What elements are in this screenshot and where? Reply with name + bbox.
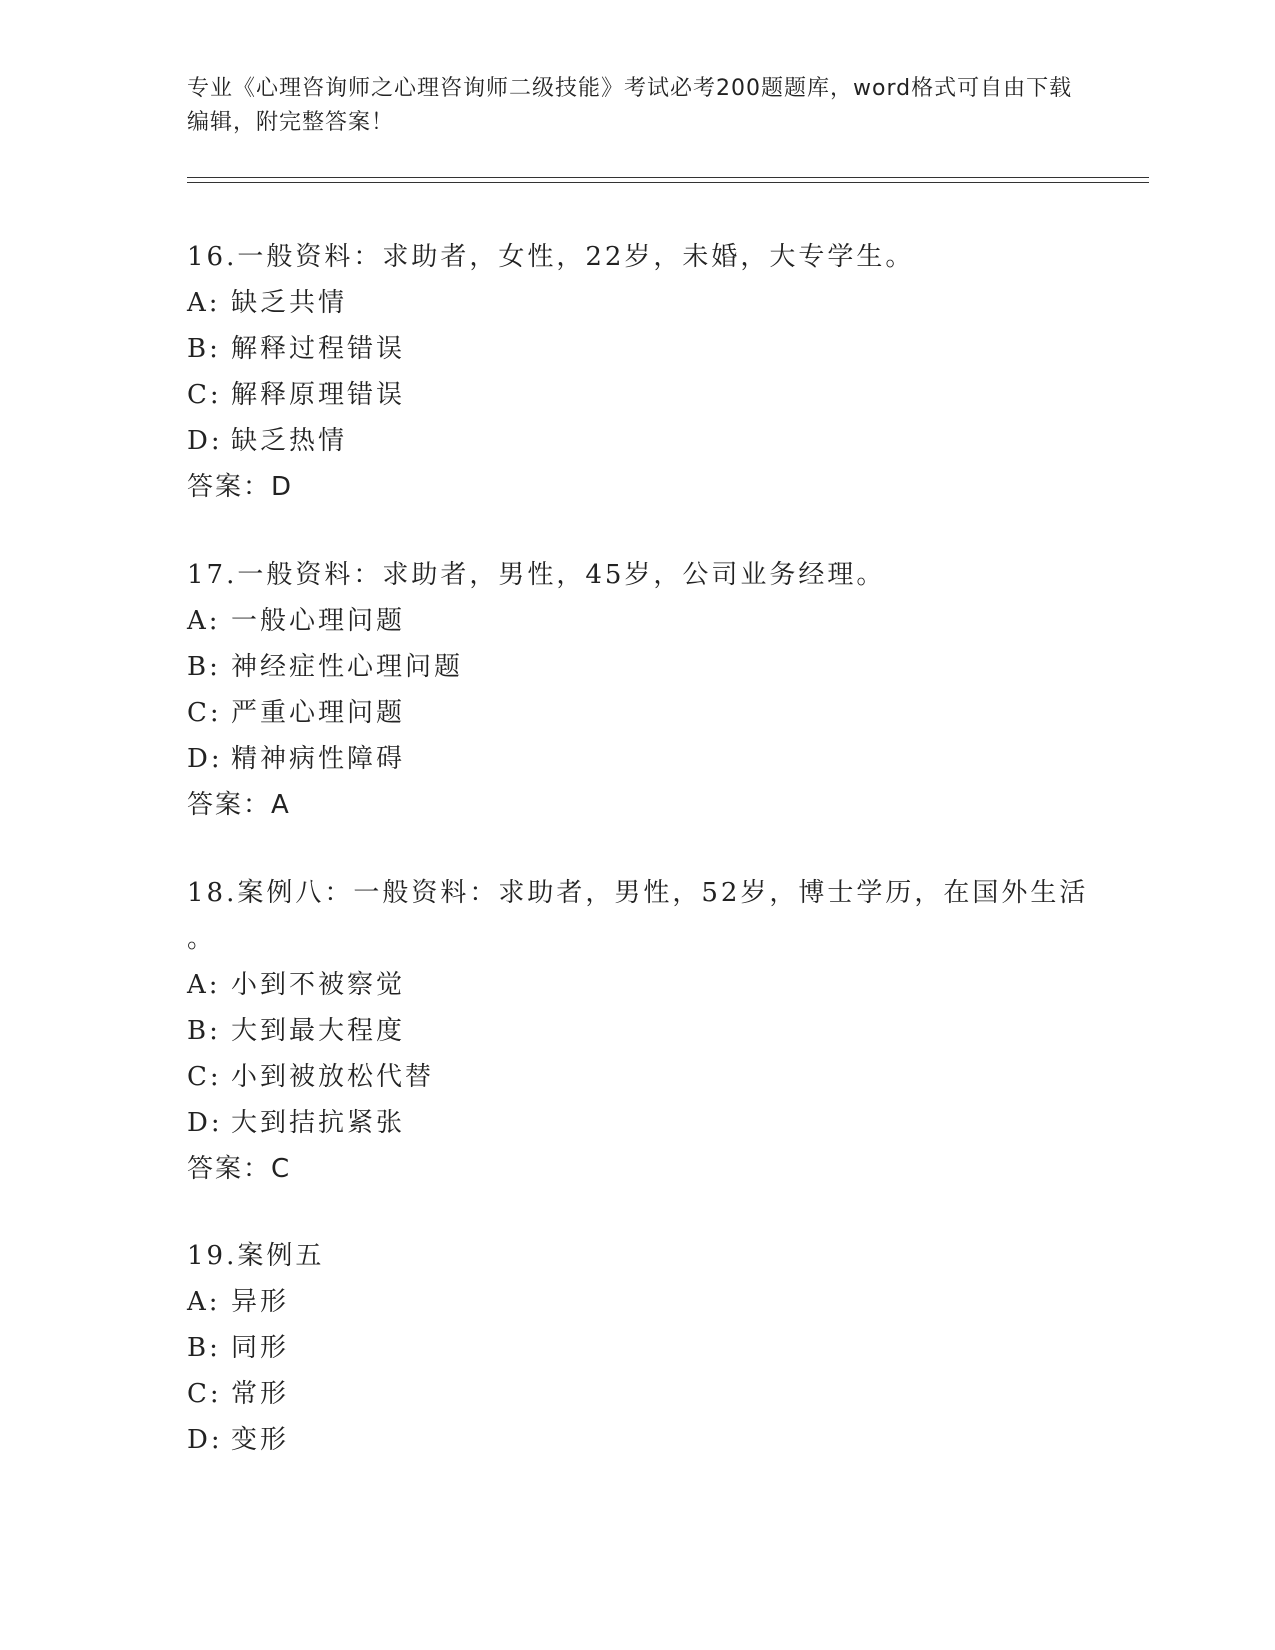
option-letter: D:	[187, 744, 223, 774]
option-text: 小到被放松代替	[231, 1062, 435, 1092]
answer-line: 答案：C	[187, 1154, 292, 1184]
option-text: 解释原理错误	[231, 380, 406, 410]
option-letter: A:	[187, 1287, 221, 1317]
option-text: 解释过程错误	[231, 334, 406, 364]
document-header	[187, 72, 1087, 140]
option-a	[187, 280, 1107, 326]
option-b	[187, 326, 1107, 372]
question-17	[187, 552, 1107, 828]
option-text: 异形	[231, 1287, 290, 1317]
option-text: 精神病性障碍	[231, 744, 406, 774]
option-letter: B:	[187, 652, 221, 682]
option-c	[187, 372, 1107, 418]
option-letter: A:	[187, 606, 221, 636]
question-19	[187, 1233, 1107, 1463]
option-d	[187, 1417, 1107, 1463]
option-letter: D:	[187, 1108, 223, 1138]
header-text: 专业《心理咨询师之心理咨询师二级技能》考试必考200题题库，word格式可自由下载编辑，附完整答案！	[187, 76, 1073, 135]
answer-line: 答案：A	[187, 790, 291, 820]
option-letter: C:	[187, 1062, 222, 1092]
option-letter: D:	[187, 1425, 223, 1455]
question-title: 18.案例八：一般资料：求助者，男性，52岁，博士学历，在国外生活	[187, 878, 1089, 908]
option-d	[187, 736, 1107, 782]
option-letter: C:	[187, 698, 222, 728]
option-c	[187, 1371, 1107, 1417]
option-text: 常形	[231, 1379, 290, 1409]
option-b	[187, 1008, 1107, 1054]
question-title: 19.案例五	[187, 1241, 325, 1271]
option-text: 缺乏热情	[231, 426, 348, 456]
question-title-continuation: 。	[187, 924, 217, 954]
option-b	[187, 1325, 1107, 1371]
option-text: 大到最大程度	[231, 1016, 406, 1046]
option-d	[187, 1100, 1107, 1146]
option-text: 变形	[231, 1425, 290, 1455]
option-text: 小到不被察觉	[231, 970, 406, 1000]
option-letter: C:	[187, 380, 222, 410]
header-rule-top	[187, 177, 1149, 178]
question-title: 17.一般资料：求助者，男性，45岁，公司业务经理。	[187, 560, 886, 590]
question-title: 16.一般资料：求助者，女性，22岁，未婚，大专学生。	[187, 242, 915, 272]
option-text: 同形	[231, 1333, 290, 1363]
option-a	[187, 598, 1107, 644]
question-18	[187, 870, 1107, 1192]
option-text: 一般心理问题	[231, 606, 406, 636]
header-rule-bottom	[187, 182, 1149, 183]
option-letter: A:	[187, 288, 221, 318]
question-16	[187, 234, 1107, 510]
option-letter: B:	[187, 1333, 221, 1363]
option-text: 缺乏共情	[231, 288, 348, 318]
option-letter: A:	[187, 970, 221, 1000]
option-d	[187, 418, 1107, 464]
option-text: 神经症性心理问题	[231, 652, 464, 682]
option-b	[187, 644, 1107, 690]
option-letter: B:	[187, 334, 221, 364]
option-a	[187, 962, 1107, 1008]
answer-line: 答案：D	[187, 472, 294, 502]
option-text: 大到拮抗紧张	[231, 1108, 406, 1138]
option-text: 严重心理问题	[231, 698, 406, 728]
option-letter: D:	[187, 426, 223, 456]
option-letter: B:	[187, 1016, 221, 1046]
option-c	[187, 1054, 1107, 1100]
option-a	[187, 1279, 1107, 1325]
option-letter: C:	[187, 1379, 222, 1409]
option-c	[187, 690, 1107, 736]
